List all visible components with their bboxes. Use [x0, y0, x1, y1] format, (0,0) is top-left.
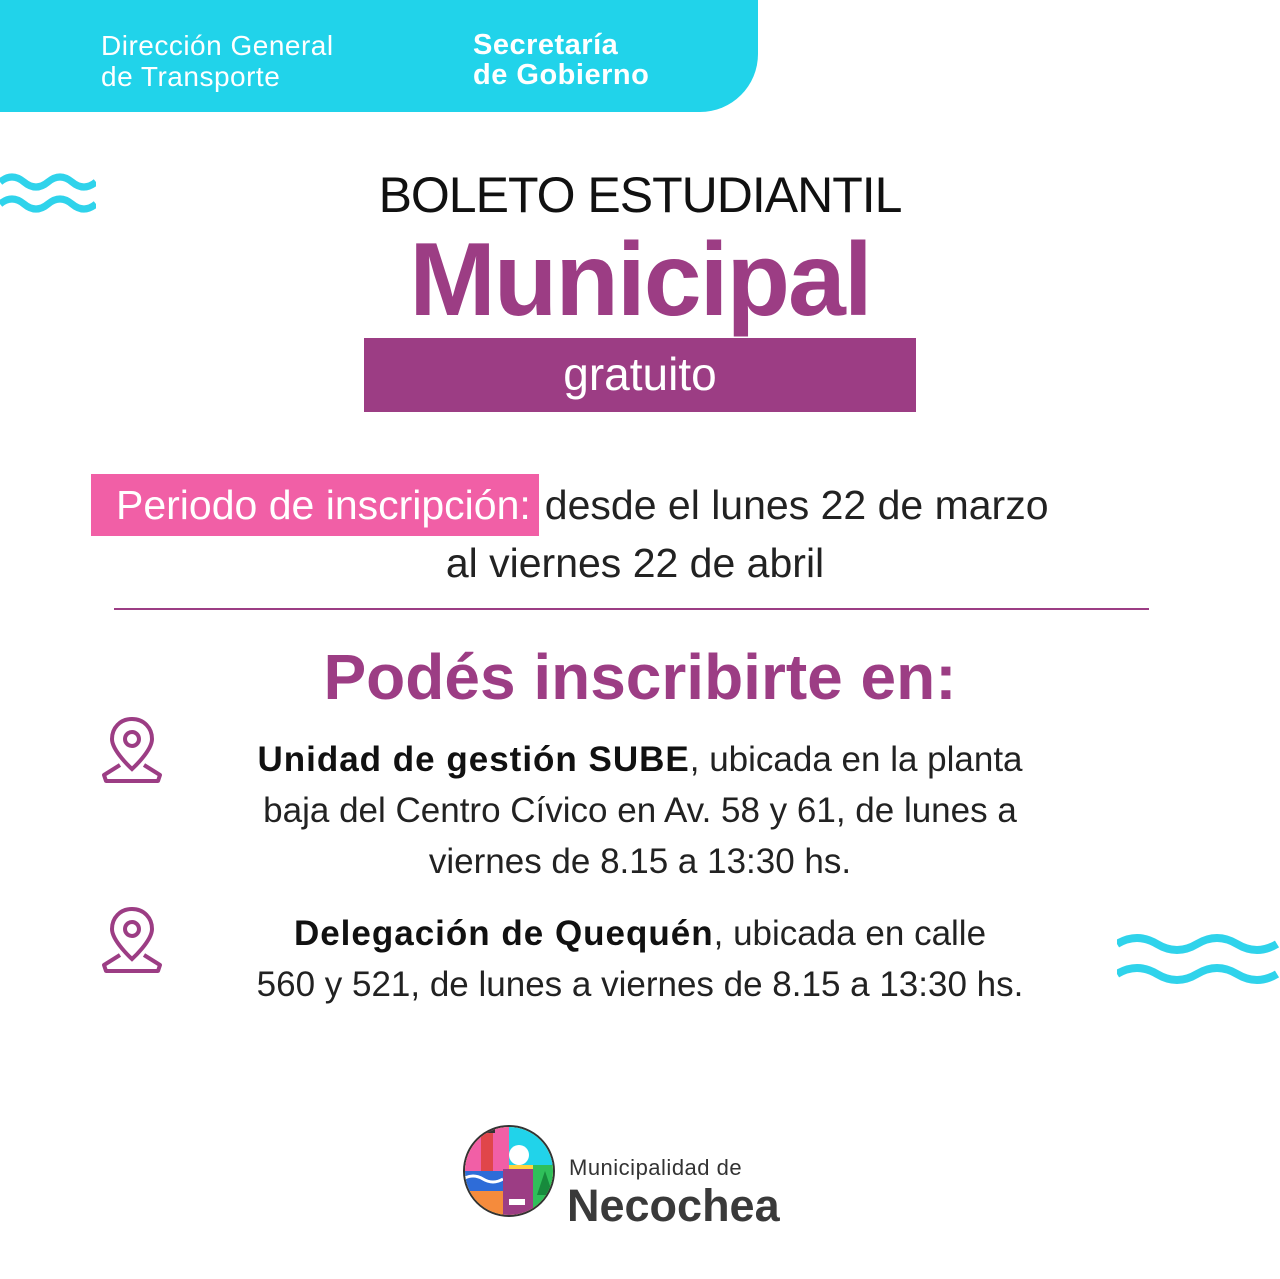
location-item-quequen: Delegación de Quequén, ubicada en calle 560 y 521, de lunes a viernes de 8.15 a 13:30 hs. — [256, 914, 1024, 1004]
wave-decoration-right — [1117, 930, 1280, 994]
necochea-label: Necochea — [567, 1180, 780, 1231]
location-item-sube: Unidad de gestión SUBE, ubicada en la planta baja del Centro Cívico en Av. 58 y 61, de lunes a viernes de 8.15 a 13:30 hs. — [257, 740, 1023, 881]
transport-department-label: Dirección General de Transporte — [101, 30, 334, 92]
header-banner — [0, 0, 758, 112]
registration-period-label: Periodo de inscripción: — [91, 474, 539, 536]
registration-period — [91, 474, 1201, 536]
necochea-logo-icon — [463, 1125, 555, 1217]
municipality-label: Municipalidad de — [569, 1155, 743, 1180]
registration-period-end: al viernes 22 de abril — [445, 540, 825, 586]
section-title: Podés inscribirte en: — [323, 641, 957, 713]
title-municipal: Municipal — [409, 222, 871, 338]
title-boleto-estudiantil: BOLETO ESTUDIANTIL — [378, 167, 902, 223]
gratuito-badge: gratuito — [364, 338, 916, 412]
registration-period-start: desde el lunes 22 de marzo — [544, 482, 1049, 528]
government-secretariat-label: Secretaría de Gobierno — [473, 29, 650, 91]
divider — [114, 608, 1149, 610]
wave-decoration-left — [0, 170, 96, 226]
